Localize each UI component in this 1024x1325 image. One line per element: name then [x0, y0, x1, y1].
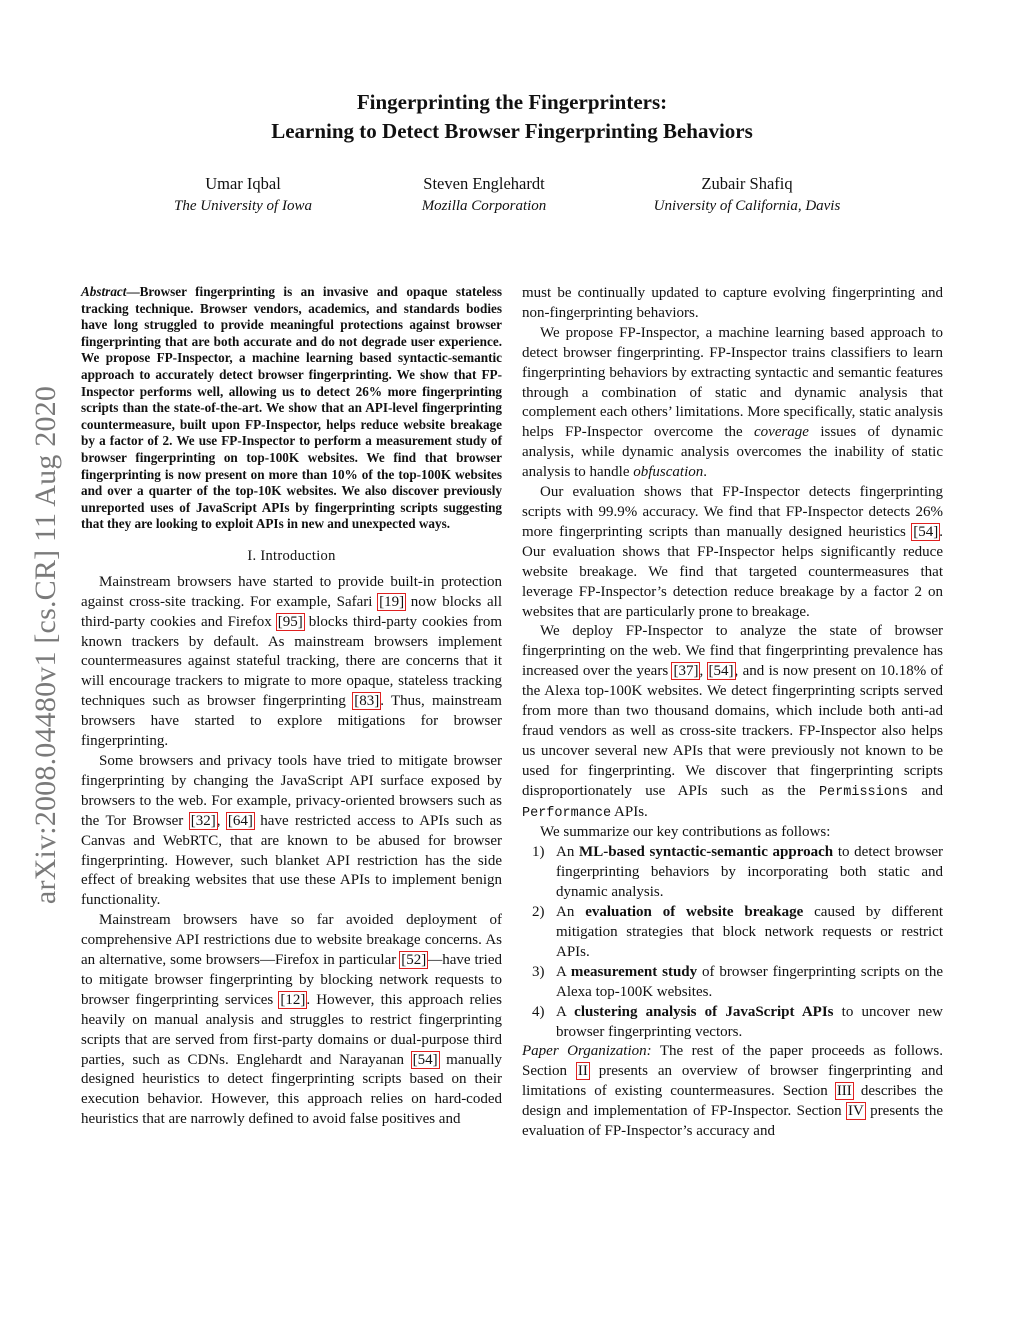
paper-organization-paragraph: Paper Organization: The rest of the paper proceeds as follows. Section II presents an overview of browser fingerprinting and limitations of existing countermeasures. Section III describes the design and implementation of FP-Inspector. Section IV presents the evaluation of FP-Inspector’s accuracy and [522, 1043, 944, 1140]
right-column [522, 284, 943, 1142]
author-name: Zubair Shafiq [701, 174, 793, 193]
contributions-intro: We summarize our key contributions as follows: [540, 824, 831, 841]
author-block-2 [334, 172, 634, 218]
author-name: Steven Englehardt [423, 174, 545, 193]
abstract-label: Abstract [81, 284, 127, 299]
arxiv-sidebar-stamp [26, 345, 66, 945]
code-permissions: Permissions [818, 784, 909, 800]
contributions-list [522, 843, 943, 1042]
code-performance: Performance [522, 805, 612, 821]
citation-link[interactable]: [19] [379, 593, 405, 610]
citation-link[interactable]: [12] [280, 991, 306, 1008]
section-heading-introduction: I. Introduction [247, 547, 336, 564]
citation-link[interactable]: [54] [913, 523, 939, 540]
list-item: 1) An ML-based syntactic-semantic approach to detect browser fingerprinting behaviors by incorporating both static and dynamic analysis. [532, 844, 943, 901]
author-name: Umar Iqbal [205, 174, 281, 193]
author-affiliation: The University of Iowa [174, 198, 312, 214]
citation-link[interactable]: [95] [277, 613, 303, 630]
intro-paragraph-1: Mainstream browsers have started to provide built-in protection against cross-site tracking. For example, Safari [19] now blocks all third-party cookies and Firefox [95] blocks third-party cookies from known trackers by default. As mainstream browsers implement countermeasures against stateful tracking, there are concerns that it will encourage trackers to migrate to more opaque, stateless tracking techniques such as browser fingerprinting [83]. Thus, mainstream browsers have started to explore mitigations for browser fingerprinting. [81, 573, 502, 750]
intro-paragraph-2: Some browsers and privacy tools have tried to mitigate browser fingerprinting by changing the JavaScript API surface exposed by browsers to the web. For example, privacy-oriented browsers such as the Tor Browser [32], [64] have restricted access to APIs such as Canvas and WebRTC, that are known to be abused for browser fingerprinting. However, such blanket API restriction has the side effect of breaking websites that use these APIs to implement benign functionality. [81, 752, 503, 909]
section-link[interactable]: IV [847, 1103, 864, 1120]
citation-link[interactable]: [52] [401, 952, 427, 969]
paper-organization-label: Paper Organization: [522, 1043, 652, 1060]
paragraph-fp-inspector-proposal: We propose FP-Inspector, a machine learning based approach to detect browser fingerprinting. FP-Inspector trains classifiers to learn fingerprinting behaviors by extracting syntactic and semantic features through a combination of static and dynamic analysis that complement each others’ limitations. More specifically, static analysis helps FP-Inspector overcome the coverage issues of dynamic analysis, while dynamic analysis overcomes the inability of static analysis to handle obfuscation. [522, 324, 943, 481]
section-link[interactable]: II [577, 1063, 588, 1080]
author-block-3 [597, 172, 897, 218]
citation-link[interactable]: [54] [412, 1051, 438, 1068]
citation-link[interactable]: [32] [190, 812, 216, 829]
left-column [81, 284, 502, 1130]
title-line-1: Fingerprinting the Fingerprinters: [356, 90, 668, 114]
list-item: 3) A measurement study of browser fingerprinting scripts on the Alexa top-100K websites. [532, 963, 943, 1000]
citation-link[interactable]: [37] [673, 663, 699, 680]
list-item: 4) A clustering analysis of JavaScript APIs to uncover new browser fingerprinting vectors. [532, 1003, 943, 1040]
arxiv-identifier: arXiv:2008.04480v1 [cs.CR] 11 Aug 2020 [29, 385, 62, 905]
paper-title [0, 88, 1024, 146]
citation-link[interactable]: [83] [354, 693, 380, 710]
author-affiliation: University of California, Davis [653, 198, 841, 214]
list-item: 2) An evaluation of website breakage caused by different mitigation strategies that block network requests or restrict APIs. [532, 904, 943, 960]
intro-paragraph-3: Mainstream browsers have so far avoided deployment of comprehensive API restrictions due to website breakage concerns. As an alternative, some browsers—Firefox in particular [52]—have tried to mitigate browser fingerprinting by blocking network requests to browser fingerprinting services [12]. However, this approach relies heavily on manual analysis and struggles to restrict fingerprinting scripts that are served from first-party domains or dual-purpose third parties, such as CDNs. Englehardt and Narayanan [54] manually designed heuristics to detect fingerprinting scripts based on their execution behavior. However, this approach relies on hard-coded heuristics that are narrowly defined to avoid false positives and [81, 912, 503, 1128]
citation-link[interactable]: [54] [708, 663, 734, 680]
abstract [81, 284, 502, 533]
author-affiliation: Mozilla Corporation [421, 198, 547, 214]
continued-paragraph: must be continually updated to capture evolving fingerprinting and non-fingerprinting behaviors. [522, 285, 943, 321]
citation-link[interactable]: [64] [227, 812, 253, 829]
title-line-2: Learning to Detect Browser Fingerprinting Behaviors [271, 119, 753, 143]
section-link[interactable]: III [836, 1083, 852, 1100]
abstract-text: —Browser fingerprinting is an invasive and opaque stateless tracking technique. Browser vendors, academics, and standards bodies have long struggled to provide meaningful protections against browser fingerprinting that are both accurate and do not degrade user experience. We propose FP-Inspector, a machine learning based syntactic-semantic approach to accurately detect browser fingerprinting. We show that FP-Inspector performs well, allowing us to detect 26% more fingerprinting scripts than the state-of-the-art. We show that an API-level fingerprinting countermeasure, built upon FP-Inspector, helps reduce website breakage by a factor of 2. We use FP-Inspector to perform a measurement study of browser fingerprinting on top-100K websites. We find that browser fingerprinting is now present on more than 10% of the top-100K websites and over a quarter of the top-10K websites. We also discover previously unreported uses of JavaScript APIs by fingerprinting scripts suggesting that they are looking to exploit APIs in new and unexpected ways. [81, 284, 502, 532]
paragraph-evaluation: Our evaluation shows that FP-Inspector detects fingerprinting scripts with 99.9% accuracy. We find that FP-Inspector detects 26% more fingerprinting scripts than manually designed heuristics [54]. Our evaluation shows that FP-Inspector helps significantly reduce website breakage. We find that targeted countermeasures that leverage FP-Inspector’s detection reduce breakage by a factor 2 on websites that are particularly prone to breakage. [522, 484, 943, 620]
paragraph-deployment: We deploy FP-Inspector to analyze the state of browser fingerprinting on the web. We find that fingerprinting prevalence has increased over the years [37], [54], and is now present on 10.18% of the Alexa top-100K websites. We detect fingerprinting scripts served from more than two thousand domains, which include both anti-ad fraud vendors as well as cross-site trackers. FP-Inspector also helps us uncover several new APIs that were previously not known to be used for fingerprinting. We discover that fingerprinting scripts disproportionately use APIs such as the Permissions and Performance APIs. [522, 623, 943, 821]
